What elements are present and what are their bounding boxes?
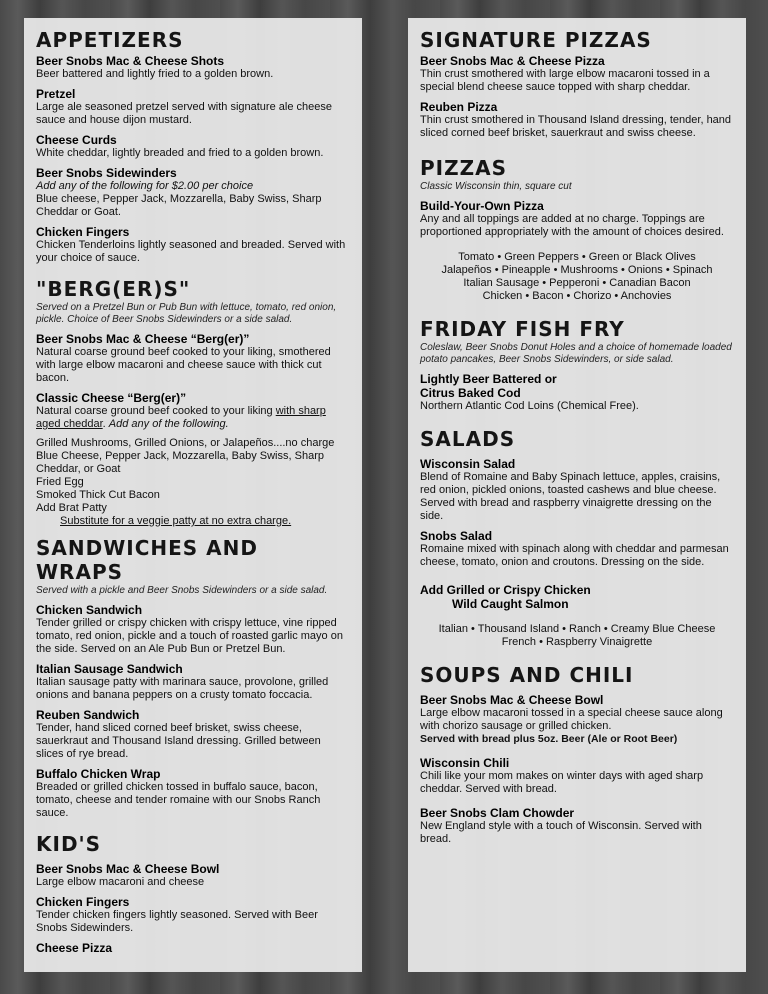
item-name: Beer Snobs Mac & Cheese Pizza: [420, 54, 605, 68]
item-name: Buffalo Chicken Wrap: [36, 767, 161, 781]
item-name: Wisconsin Chili: [420, 756, 510, 770]
right-menu-panel: [408, 18, 746, 972]
fish-fry-heading: FRIDAY FISH FRY: [420, 317, 625, 341]
item-name: Pretzel: [36, 87, 76, 101]
item-name: Snobs Salad: [420, 529, 493, 543]
item-desc: Large elbow macaroni tossed in a special cheese sauce along with chorizo sausage or grilled chicken.: [420, 707, 723, 732]
menu-item: [420, 457, 734, 523]
menu-item: [420, 529, 734, 569]
item-name: Beer Snobs Mac & Cheese Bowl: [36, 862, 220, 876]
menu-item: [36, 895, 350, 935]
burger-addon: Blue Cheese, Pepper Jack, Mozzarella, Baby Swiss, Sharp Cheddar, or Goat: [36, 450, 324, 475]
menu-item: [420, 693, 734, 746]
item-name: Beer Snobs Mac & Cheese Bowl: [420, 693, 604, 707]
burger-addon: Grilled Mushrooms, Grilled Onions, or Jalapeños....no charge: [36, 437, 335, 449]
item-name: Build-Your-Own Pizza: [420, 199, 544, 213]
item-desc: Any and all toppings are added at no charge. Toppings are proportioned appropriately with the amount of choices desired.: [420, 213, 724, 238]
item-name: Cheese Pizza: [36, 941, 113, 955]
appetizers-heading: APPETIZERS: [36, 28, 184, 52]
menu-item: [36, 166, 350, 219]
item-note: Add any of the following for $2.00 per choice: [36, 180, 254, 192]
item-desc: Northern Atlantic Cod Loins (Chemical Free).: [420, 400, 639, 412]
menu-item: [36, 708, 350, 761]
menu-item: [36, 941, 350, 955]
burger-addon: Smoked Thick Cut Bacon: [36, 489, 160, 501]
toppings-line: Jalapeños • Pineapple • Mushrooms • Onions • Spinach: [441, 264, 713, 276]
menu-item: [36, 603, 350, 656]
menu-item: [420, 100, 734, 140]
toppings-list: [420, 251, 734, 303]
menu-item: [420, 806, 734, 846]
menu-item: [420, 199, 734, 239]
desc-italic: Add any of the following.: [108, 418, 229, 430]
menu-item: [36, 54, 350, 81]
item-desc: Tender chicken fingers lightly seasoned. Served with Beer Snobs Sidewinders.: [36, 909, 318, 934]
menu-item: [36, 87, 350, 127]
item-name: Wisconsin Salad: [420, 457, 516, 471]
item-name: Beer Snobs Sidewinders: [36, 166, 177, 180]
item-desc: [36, 405, 350, 431]
item-desc: Italian sausage patty with marinara sauce, provolone, grilled onions and banana peppers on a crusty tomato foccacia.: [36, 676, 329, 701]
menu-item: [420, 372, 734, 413]
menu-item: [36, 662, 350, 702]
toppings-line: Tomato • Green Peppers • Green or Black Olives: [458, 251, 696, 263]
item-desc: Tender, hand sliced corned beef brisket, swiss cheese, sauerkraut and Thousand Island dressing. Grilled between slices of rye bread.: [36, 722, 321, 760]
item-name: Cheese Curds: [36, 133, 117, 147]
pizzas-subtitle: Classic Wisconsin thin, square cut: [420, 181, 572, 192]
kids-heading: KID'S: [36, 832, 102, 856]
menu-item: [420, 54, 734, 94]
dressing-line: Italian • Thousand Island • Ranch • Creamy Blue Cheese: [438, 623, 716, 635]
menu-item: [420, 756, 734, 796]
item-desc: Chili like your mom makes on winter days with aged sharp cheddar. Served with bread.: [420, 770, 704, 795]
item-desc: White cheddar, lightly breaded and fried to a golden brown.: [36, 147, 324, 159]
desc-underlined: with sharp aged cheddar: [36, 405, 326, 430]
menu-item: [36, 391, 350, 431]
item-name: Beer Snobs Mac & Cheese “Berg(er)”: [36, 332, 250, 346]
item-name: Reuben Sandwich: [36, 708, 140, 722]
toppings-line: Italian Sausage • Pepperoni • Canadian Bacon: [463, 277, 691, 289]
item-name: Italian Sausage Sandwich: [36, 662, 183, 676]
salad-addon: Add Grilled or Crispy Chicken: [420, 583, 591, 597]
sandwiches-subtitle: Served with a pickle and Beer Snobs Sidewinders or a side salad.: [36, 585, 328, 596]
pizzas-heading: PIZZAS: [420, 156, 507, 180]
item-desc: Large ale seasoned pretzel served with signature ale cheese sauce and house dijon mustard.: [36, 101, 332, 126]
item-desc: Thin crust smothered in Thousand Island dressing, tender, hand sliced corned beef brisket, sauerkraut and swiss cheese.: [420, 114, 732, 139]
menu-item: [36, 332, 350, 385]
item-name: Beer Snobs Clam Chowder: [420, 806, 575, 820]
desc-text: .: [102, 418, 109, 430]
item-name: Lightly Beer Battered or: [420, 372, 557, 386]
item-name: Chicken Sandwich: [36, 603, 143, 617]
item-desc: Chicken Tenderloins lightly seasoned and breaded. Served with your choice of sauce.: [36, 239, 346, 264]
burger-addon: Add Brat Patty: [36, 502, 107, 514]
burgers-heading: "BERG(ER)S": [36, 277, 191, 301]
item-desc: Breaded or grilled chicken tossed in buffalo sauce, bacon, tomato, cheese and tender romaine with our Snobs Ranch sauce.: [36, 781, 321, 819]
signature-pizzas-heading: SIGNATURE PIZZAS: [420, 28, 652, 52]
item-desc: Tender grilled or crispy chicken with crispy lettuce, vine ripped tomato, red onion, pickle and a touch of roasted garlic mayo on the side. Served on an Ale Pub Bun or Pretzel Bun.: [36, 617, 343, 655]
toppings-line: Chicken • Bacon • Chorizo • Anchovies: [482, 290, 672, 302]
dressing-line: French • Raspberry Vinaigrette: [501, 636, 653, 648]
burgers-subtitle: Served on a Pretzel Bun or Pub Bun with lettuce, tomato, red onion, pickle. Choice of Beer Snobs Sidewinders or a side salad.: [36, 302, 337, 325]
item-name: Chicken Fingers: [36, 895, 130, 909]
salad-addon: Wild Caught Salmon: [452, 597, 569, 611]
menu-item: [36, 225, 350, 265]
item-name: Classic Cheese “Berg(er)”: [36, 391, 187, 405]
burger-addon: Fried Egg: [36, 476, 84, 488]
item-name: Reuben Pizza: [420, 100, 498, 114]
menu-item: [36, 767, 350, 820]
item-desc: Large elbow macaroni and cheese: [36, 876, 205, 888]
item-desc: Romaine mixed with spinach along with cheddar and parmesan cheese, tomato, onion and croutons. Dressing on the side.: [420, 543, 729, 568]
sandwiches-heading: SANDWICHES AND WRAPS: [36, 536, 258, 584]
salad-addons: [420, 583, 734, 611]
item-desc: Blend of Romaine and Baby Spinach lettuce, apples, craisins, red onion, pickled onions, toasted cashews and blue cheese. Served with bread and raspberry vinaigrette dressing on the side.: [420, 471, 721, 522]
item-desc: Beer battered and lightly fried to a golden brown.: [36, 68, 274, 80]
item-desc: Blue cheese, Pepper Jack, Mozzarella, Baby Swiss, Sharp Cheddar or Goat.: [36, 193, 322, 218]
item-name: Chicken Fingers: [36, 225, 130, 239]
item-extra: Served with bread plus 5oz. Beer (Ale or Root Beer): [420, 733, 678, 745]
dressings-list: [420, 623, 734, 649]
item-desc: Natural coarse ground beef cooked to your liking, smothered with large elbow macaroni and cheese sauce with thick cut bacon.: [36, 346, 331, 384]
item-name: Beer Snobs Mac & Cheese Shots: [36, 54, 225, 68]
soups-heading: SOUPS AND CHILI: [420, 663, 634, 687]
left-menu-panel: [24, 18, 362, 972]
salads-heading: SALADS: [420, 427, 516, 451]
desc-text: Natural coarse ground beef cooked to your liking: [36, 405, 276, 417]
item-desc: New England style with a touch of Wisconsin. Served with bread.: [420, 820, 702, 845]
menu-item: [36, 862, 350, 889]
veggie-note: Substitute for a veggie patty at no extra charge.: [60, 515, 292, 527]
menu-item: [36, 133, 350, 160]
item-desc: Thin crust smothered with large elbow macaroni tossed in a special blend cheese sauce topped with sharp cheddar.: [420, 68, 710, 93]
item-name: Citrus Baked Cod: [420, 386, 521, 400]
fish-fry-subtitle: Coleslaw, Beer Snobs Donut Holes and a choice of homemade loaded potato pancakes, Beer Snobs Sidewinders, or side salad.: [420, 342, 732, 365]
